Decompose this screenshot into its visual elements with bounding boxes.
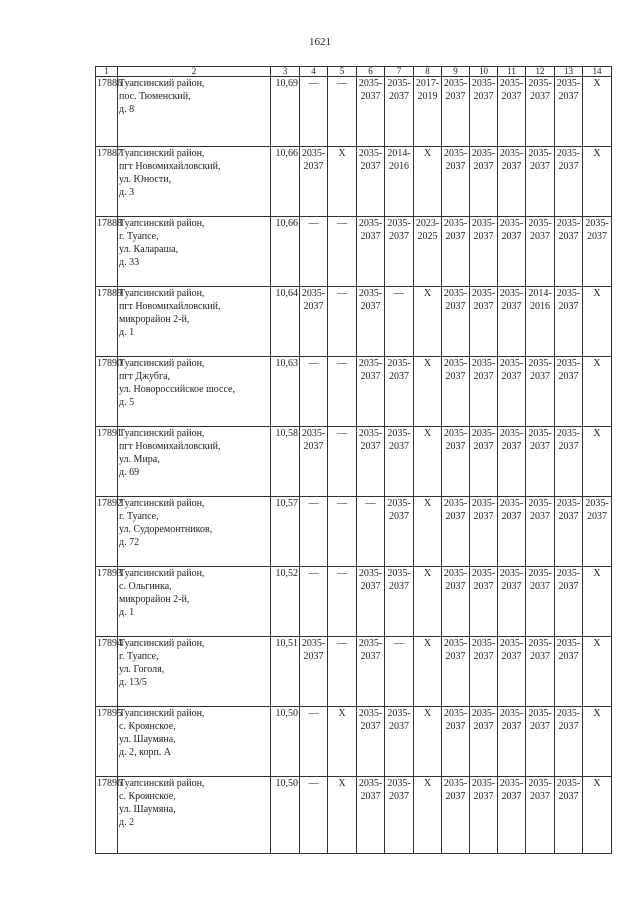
period-cell: 2035- 2037 (357, 637, 385, 707)
period-cell: — (328, 427, 357, 497)
period-cell: 2035- 2037 (385, 497, 414, 567)
address-cell: Туапсинский район, с. Кроянское, ул. Шаумяна, д. 2, корп. А (118, 707, 271, 777)
table-row (96, 147, 612, 217)
period-cell: 2035- 2037 (357, 777, 385, 854)
address-cell: Туапсинский район, с. Кроянское, ул. Шаумяна, д. 2 (118, 777, 271, 854)
table-row (96, 77, 612, 147)
period-cell: 2035- 2037 (555, 567, 583, 637)
period-cell: 2035- 2037 (498, 777, 526, 854)
period-cell: 2014- 2016 (526, 287, 555, 357)
address-cell: Туапсинский район, пгт Новомихайловский, ул. Мира, д. 69 (118, 427, 271, 497)
period-cell: 2035- 2037 (357, 427, 385, 497)
period-cell: X (414, 287, 442, 357)
period-cell: 2035- 2037 (526, 497, 555, 567)
period-cell: X (583, 707, 612, 777)
period-cell: 2035- 2037 (385, 217, 414, 287)
period-cell: X (414, 777, 442, 854)
period-cell: 2035- 2037 (470, 217, 498, 287)
period-cell: 2035- 2037 (498, 77, 526, 147)
period-cell: 2035- 2037 (526, 707, 555, 777)
row-number: 17895 (96, 707, 118, 777)
period-cell: X (414, 147, 442, 217)
value-cell: 10,66 (271, 217, 300, 287)
period-cell: X (414, 357, 442, 427)
period-cell: 2035- 2037 (470, 707, 498, 777)
period-cell: 2035- 2037 (357, 357, 385, 427)
period-cell: 2035- 2037 (442, 427, 470, 497)
period-cell: X (414, 497, 442, 567)
period-cell: 2035- 2037 (470, 357, 498, 427)
period-cell: — (328, 217, 357, 287)
period-cell: — (328, 497, 357, 567)
period-cell: 2035- 2037 (526, 217, 555, 287)
period-cell: — (328, 287, 357, 357)
period-cell: 2035- 2037 (526, 427, 555, 497)
period-cell: X (328, 147, 357, 217)
address-cell: Туапсинский район, с. Ольгинка, микрорайон 2-й, д. 1 (118, 567, 271, 637)
period-cell: — (300, 707, 328, 777)
period-cell: 2035- 2037 (470, 637, 498, 707)
period-cell: X (414, 567, 442, 637)
period-cell: 2035- 2037 (442, 77, 470, 147)
value-cell: 10,52 (271, 567, 300, 637)
period-cell: 2035- 2037 (385, 427, 414, 497)
table-body (96, 77, 612, 854)
value-cell: 10,58 (271, 427, 300, 497)
period-cell: 2035- 2037 (442, 147, 470, 217)
row-number: 17891 (96, 427, 118, 497)
period-cell: — (300, 357, 328, 427)
period-cell: 2014- 2016 (385, 147, 414, 217)
period-cell: 2035- 2037 (385, 77, 414, 147)
row-number: 17894 (96, 637, 118, 707)
period-cell: 2035- 2037 (498, 357, 526, 427)
col-header: 1 (96, 67, 118, 77)
period-cell: 2035- 2037 (357, 217, 385, 287)
period-cell: X (583, 147, 612, 217)
period-cell: 2035- 2037 (498, 707, 526, 777)
period-cell: 2035- 2037 (357, 77, 385, 147)
period-cell: — (328, 357, 357, 427)
table-row (96, 707, 612, 777)
col-header: 5 (328, 67, 357, 77)
col-header: 9 (442, 67, 470, 77)
period-cell: 2035- 2037 (357, 567, 385, 637)
period-cell: 2035- 2037 (555, 637, 583, 707)
row-number: 17886 (96, 77, 118, 147)
period-cell: 2035- 2037 (357, 147, 385, 217)
period-cell: — (300, 497, 328, 567)
period-cell: 2035- 2037 (498, 147, 526, 217)
period-cell: 2035- 2037 (526, 147, 555, 217)
col-header: 7 (385, 67, 414, 77)
period-cell: 2035- 2037 (555, 217, 583, 287)
address-cell: Туапсинский район, г. Туапсе, ул. Калараша, д. 33 (118, 217, 271, 287)
period-cell: — (300, 567, 328, 637)
period-cell: 2035- 2037 (498, 497, 526, 567)
period-cell: 2035- 2037 (385, 777, 414, 854)
period-cell: 2035- 2037 (526, 77, 555, 147)
period-cell: — (328, 637, 357, 707)
table-row (96, 217, 612, 287)
period-cell: 2023- 2025 (414, 217, 442, 287)
period-cell: X (328, 707, 357, 777)
period-cell: 2035- 2037 (357, 707, 385, 777)
period-cell: 2035- 2037 (498, 217, 526, 287)
column-number-row (96, 67, 612, 77)
value-cell: 10,51 (271, 637, 300, 707)
period-cell: X (583, 427, 612, 497)
period-cell: 2035- 2037 (470, 497, 498, 567)
period-cell: 2035- 2037 (300, 427, 328, 497)
period-cell: 2035- 2037 (470, 287, 498, 357)
period-cell: 2035- 2037 (555, 777, 583, 854)
row-number: 17892 (96, 497, 118, 567)
period-cell: 2035- 2037 (526, 777, 555, 854)
period-cell: 2035- 2037 (442, 217, 470, 287)
period-cell: X (583, 777, 612, 854)
col-header: 3 (271, 67, 300, 77)
period-cell: 2035- 2037 (385, 357, 414, 427)
period-cell: 2035- 2037 (385, 567, 414, 637)
period-cell: — (300, 77, 328, 147)
period-cell: X (328, 777, 357, 854)
period-cell: — (357, 497, 385, 567)
period-cell: 2035- 2037 (300, 637, 328, 707)
table-row (96, 497, 612, 567)
col-header: 2 (118, 67, 271, 77)
period-cell: 2035- 2037 (442, 497, 470, 567)
period-cell: 2035- 2037 (300, 287, 328, 357)
period-cell: 2035- 2037 (470, 427, 498, 497)
value-cell: 10,57 (271, 497, 300, 567)
row-number: 17887 (96, 147, 118, 217)
period-cell: 2035- 2037 (470, 777, 498, 854)
period-cell: 2035- 2037 (498, 287, 526, 357)
period-cell: 2035- 2037 (442, 707, 470, 777)
period-cell: X (414, 427, 442, 497)
col-header: 6 (357, 67, 385, 77)
period-cell: X (583, 637, 612, 707)
address-cell: Туапсинский район, пгт Новомихайловский, ул. Юности, д. 3 (118, 147, 271, 217)
address-cell: Туапсинский район, г. Туапсе, ул. Судоремонтников, д. 72 (118, 497, 271, 567)
period-cell: — (300, 777, 328, 854)
period-cell: — (328, 567, 357, 637)
row-number: 17890 (96, 357, 118, 427)
address-cell: Туапсинский район, г. Туапсе, ул. Гоголя, д. 13/5 (118, 637, 271, 707)
period-cell: 2035- 2037 (526, 567, 555, 637)
row-number: 17889 (96, 287, 118, 357)
table-row (96, 637, 612, 707)
period-cell: X (583, 287, 612, 357)
period-cell: 2035- 2037 (470, 567, 498, 637)
period-cell: 2035- 2037 (555, 497, 583, 567)
row-number: 17896 (96, 777, 118, 854)
table-row (96, 567, 612, 637)
period-cell: 2035- 2037 (498, 427, 526, 497)
value-cell: 10,50 (271, 707, 300, 777)
col-header: 12 (526, 67, 555, 77)
period-cell: — (328, 77, 357, 147)
address-cell: Туапсинский район, пгт Новомихайловский, микрорайон 2-й, д. 1 (118, 287, 271, 357)
period-cell: X (583, 357, 612, 427)
period-cell: 2035- 2037 (555, 707, 583, 777)
table-row (96, 427, 612, 497)
period-cell: — (385, 287, 414, 357)
period-cell: 2035- 2037 (526, 357, 555, 427)
period-cell: 2035- 2037 (470, 147, 498, 217)
period-cell: 2035- 2037 (442, 777, 470, 854)
period-cell: 2035- 2037 (300, 147, 328, 217)
period-cell: 2035- 2037 (555, 357, 583, 427)
table-row (96, 357, 612, 427)
period-cell: X (583, 567, 612, 637)
col-header: 4 (300, 67, 328, 77)
period-cell: 2035- 2037 (442, 287, 470, 357)
period-cell: — (300, 217, 328, 287)
period-cell: 2035- 2037 (442, 357, 470, 427)
period-cell: 2035- 2037 (555, 427, 583, 497)
period-cell: — (385, 637, 414, 707)
period-cell: 2035- 2037 (498, 637, 526, 707)
page-number: 1621 (309, 36, 331, 48)
row-number: 17888 (96, 217, 118, 287)
period-cell: 2035- 2037 (470, 77, 498, 147)
period-cell: X (414, 637, 442, 707)
period-cell: 2035- 2037 (583, 497, 612, 567)
period-cell: 2035- 2037 (442, 567, 470, 637)
register-table (95, 66, 612, 854)
address-cell: Туапсинский район, пгт Джубга, ул. Новороссийское шоссе, д. 5 (118, 357, 271, 427)
col-header: 8 (414, 67, 442, 77)
value-cell: 10,66 (271, 147, 300, 217)
value-cell: 10,50 (271, 777, 300, 854)
col-header: 10 (470, 67, 498, 77)
value-cell: 10,63 (271, 357, 300, 427)
period-cell: 2035- 2037 (555, 77, 583, 147)
period-cell: 2035- 2037 (555, 287, 583, 357)
period-cell: 2035- 2037 (583, 217, 612, 287)
period-cell: 2035- 2037 (442, 637, 470, 707)
period-cell: X (583, 77, 612, 147)
period-cell: 2035- 2037 (498, 567, 526, 637)
period-cell: X (414, 707, 442, 777)
period-cell: 2017- 2019 (414, 77, 442, 147)
col-header: 13 (555, 67, 583, 77)
col-header: 14 (583, 67, 612, 77)
row-number: 17893 (96, 567, 118, 637)
col-header: 11 (498, 67, 526, 77)
value-cell: 10,64 (271, 287, 300, 357)
table-row (96, 287, 612, 357)
period-cell: 2035- 2037 (555, 147, 583, 217)
period-cell: 2035- 2037 (385, 707, 414, 777)
period-cell: 2035- 2037 (526, 637, 555, 707)
table-row (96, 777, 612, 854)
address-cell: Туапсинский район, пос. Тюменский, д. 8 (118, 77, 271, 147)
value-cell: 10,69 (271, 77, 300, 147)
period-cell: 2035- 2037 (357, 287, 385, 357)
